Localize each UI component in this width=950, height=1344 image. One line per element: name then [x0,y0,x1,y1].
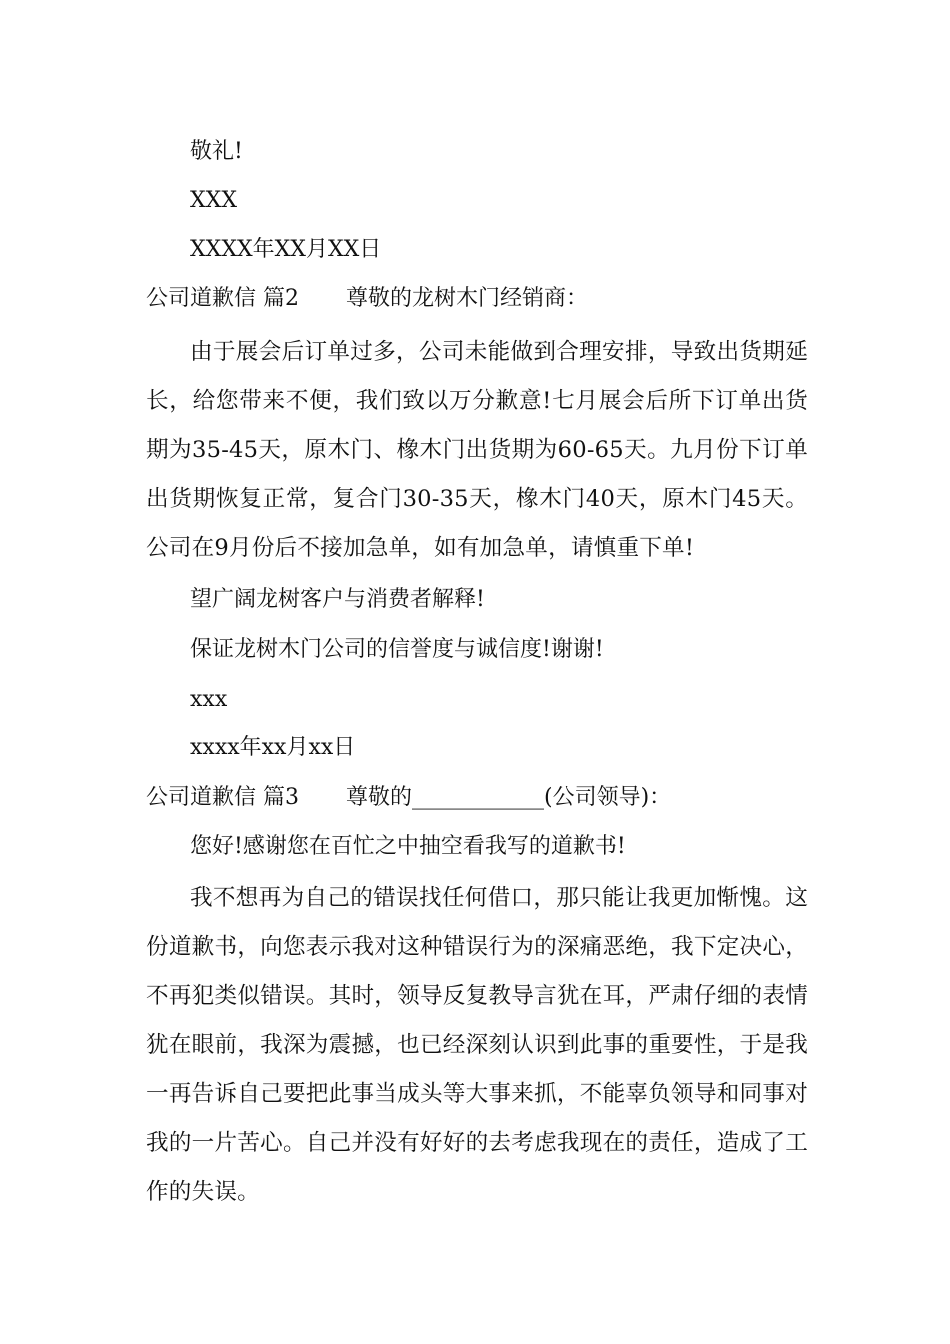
section3-body-paragraph: 我不想再为自己的错误找任何借口，那只能让我更加惭愧。这份道歉书，向您表示我对这种错误行为的深痛恶绝，我下定决心，不再犯类似错误。其时，领导反复教导言犹在耳，严肃仔细的表情犹在眼前，我深为震撼，也已经深刻认识到此事的重要性，于是我一再告诉自己要把此事当成头等大事来抓，不能辜负领导和同事对我的一片苦心。自己并没有好好的去考虑我现在的责任，造成了工作的失误。 [146,885,808,1205]
section2-line-3: 保证龙树木门公司的信誉度与诚信度!谢谢! [190,637,604,662]
section3-greeting: 您好!感谢您在百忙之中抽空看我写的道歉书! [190,834,626,859]
section3-title: 公司道歉信 篇3 [146,785,299,810]
section2-title: 公司道歉信 篇2 [146,286,299,311]
section3-heading [146,783,671,813]
section3-salutation: 尊敬的____________(公司领导)： [346,785,672,810]
section2-line-2: 望广阔龙树客户与消费者解释! [190,587,485,612]
closing-signer: XXX [190,188,237,213]
section2-date: xxxx年xx月xx日 [190,735,356,760]
section2-salutation: 尊敬的龙树木门经销商： [346,286,589,311]
closing-date: XXXX年XX月XX日 [190,237,382,262]
section2-body-paragraph: 由于展会后订单过多，公司未能做到合理安排，导致出货期延长，给您带来不便，我们致以万分歉意!七月展会后所下订单出货期为35-45天，原木门、橡木门出货期为60-65天。九月份下订单出货期恢复正常，复合门30-35天，橡木门40天，原木门45天。公司在9月份后不接加急单，如有加急单，请慎重下单! [146,339,808,561]
section2-signer: xxx [190,687,228,712]
section2-heading [146,284,588,314]
closing-salute: 敬礼! [190,139,243,164]
